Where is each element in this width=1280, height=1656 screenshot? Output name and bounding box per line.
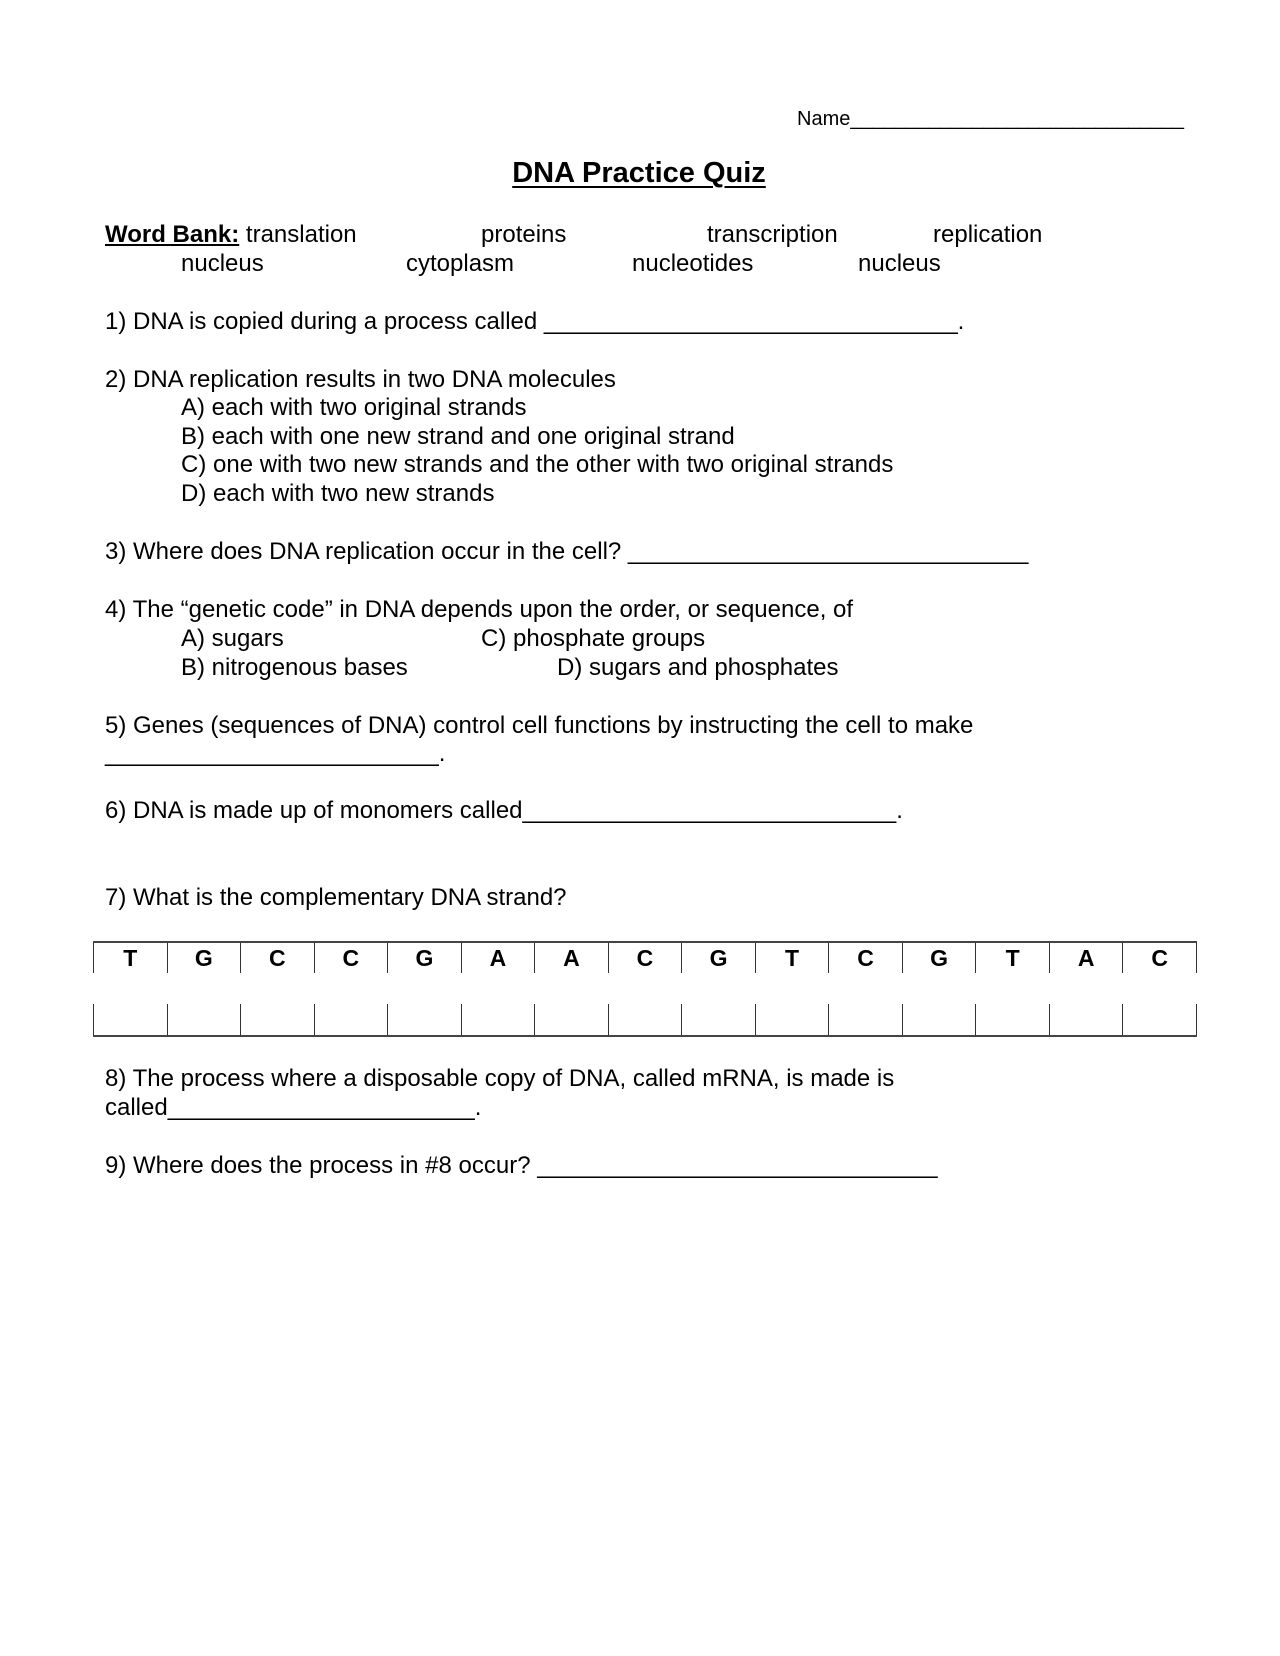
answer-cell[interactable] [755, 1004, 829, 1036]
spacer-cell [755, 973, 829, 1004]
answer-cell[interactable] [314, 1004, 388, 1036]
word-bank-word: replication [933, 221, 1043, 248]
answer-cell[interactable] [1049, 1004, 1123, 1036]
answer-cell[interactable] [608, 1004, 682, 1036]
dna-base-cell: T [94, 942, 168, 973]
dna-base-cell: T [976, 942, 1050, 973]
answer-cell[interactable] [535, 1004, 609, 1036]
answer-cell[interactable] [461, 1004, 535, 1036]
spacer-cell [902, 973, 976, 1004]
answer-cell[interactable] [94, 1004, 168, 1036]
dna-base-cell: G [682, 942, 756, 973]
spacer-cell [608, 973, 682, 1004]
word-bank-word: nucleus [181, 250, 264, 277]
spacer-cell [388, 973, 462, 1004]
spacer-cell [241, 973, 315, 1004]
word-bank-word: proteins [481, 221, 567, 248]
answer-cell[interactable] [388, 1004, 462, 1036]
question-5-blank: _________________________. [105, 740, 446, 767]
question-4-option-c: C) phosphate groups [481, 625, 706, 652]
question-2-option-a: A) each with two original strands [181, 394, 527, 421]
dna-base-cell: C [314, 942, 388, 973]
question-3: 3) Where does DNA replication occur in the cell? ______________________________ [105, 538, 1029, 565]
spacer-cell [167, 973, 241, 1004]
question-6: 6) DNA is made up of monomers called____________________________. [105, 797, 903, 824]
dna-base-cell: A [461, 942, 535, 973]
question-2-option-d: D) each with two new strands [181, 480, 495, 507]
word-bank-heading: Word Bank: [105, 221, 240, 248]
answer-cell[interactable] [976, 1004, 1050, 1036]
spacer-cell [976, 973, 1050, 1004]
question-4-option-a: A) sugars [181, 625, 284, 652]
word-bank-word: nucleotides [632, 250, 754, 277]
spacer-cell [535, 973, 609, 1004]
answer-cell[interactable] [241, 1004, 315, 1036]
word-bank-label [105, 221, 357, 249]
dna-base-cell: C [608, 942, 682, 973]
spacer-cell [682, 973, 756, 1004]
question-4-option-d: D) sugars and phosphates [557, 654, 839, 681]
answer-cell[interactable] [682, 1004, 756, 1036]
answer-cell[interactable] [902, 1004, 976, 1036]
dna-base-cell: G [902, 942, 976, 973]
word-bank-word: cytoplasm [406, 250, 515, 277]
answer-strand-row [94, 1004, 1197, 1036]
spacer-cell [1049, 973, 1123, 1004]
question-8-blank: called_______________________. [105, 1094, 482, 1121]
dna-strand-table [93, 941, 1197, 1037]
table-spacer [94, 973, 1197, 1004]
dna-base-cell: C [1123, 942, 1197, 973]
question-4: 4) The “genetic code” in DNA depends upon the order, or sequence, of [105, 596, 854, 623]
question-2: 2) DNA replication results in two DNA molecules [105, 366, 616, 393]
question-7: 7) What is the complementary DNA strand? [105, 884, 567, 911]
answer-cell[interactable] [829, 1004, 903, 1036]
page-title: DNA Practice Quiz [512, 157, 766, 189]
question-9: 9) Where does the process in #8 occur? ______________________________ [105, 1152, 938, 1179]
question-5: 5) Genes (sequences of DNA) control cell functions by instructing the cell to make [105, 712, 974, 739]
dna-base-cell: T [755, 942, 829, 973]
dna-base-cell: G [388, 942, 462, 973]
dna-base-cell: G [167, 942, 241, 973]
spacer-cell [94, 973, 168, 1004]
question-4-option-b: B) nitrogenous bases [181, 654, 408, 681]
dna-base-cell: C [241, 942, 315, 973]
answer-cell[interactable] [167, 1004, 241, 1036]
word-bank-word: transcription [707, 221, 838, 248]
question-2-option-b: B) each with one new strand and one original strand [181, 423, 735, 450]
question-2-option-c: C) one with two new strands and the other with two original strands [181, 451, 894, 478]
spacer-cell [314, 973, 388, 1004]
spacer-cell [829, 973, 903, 1004]
question-1: 1) DNA is copied during a process called _______________________________. [105, 308, 965, 335]
dna-base-cell: A [1049, 942, 1123, 973]
name-blank[interactable]: ______________________________ [850, 108, 1185, 130]
dna-base-cell: A [535, 942, 609, 973]
dna-base-cell: C [829, 942, 903, 973]
given-strand-row [94, 942, 1197, 973]
word-bank-word: translation [245, 221, 357, 248]
answer-cell[interactable] [1123, 1004, 1197, 1036]
spacer-cell [1123, 973, 1197, 1004]
name-field[interactable] [797, 105, 1184, 133]
spacer-cell [461, 973, 535, 1004]
name-label: Name [797, 108, 851, 130]
question-8: 8) The process where a disposable copy of DNA, called mRNA, is made is [105, 1065, 895, 1092]
word-bank-word: nucleus [858, 250, 941, 277]
